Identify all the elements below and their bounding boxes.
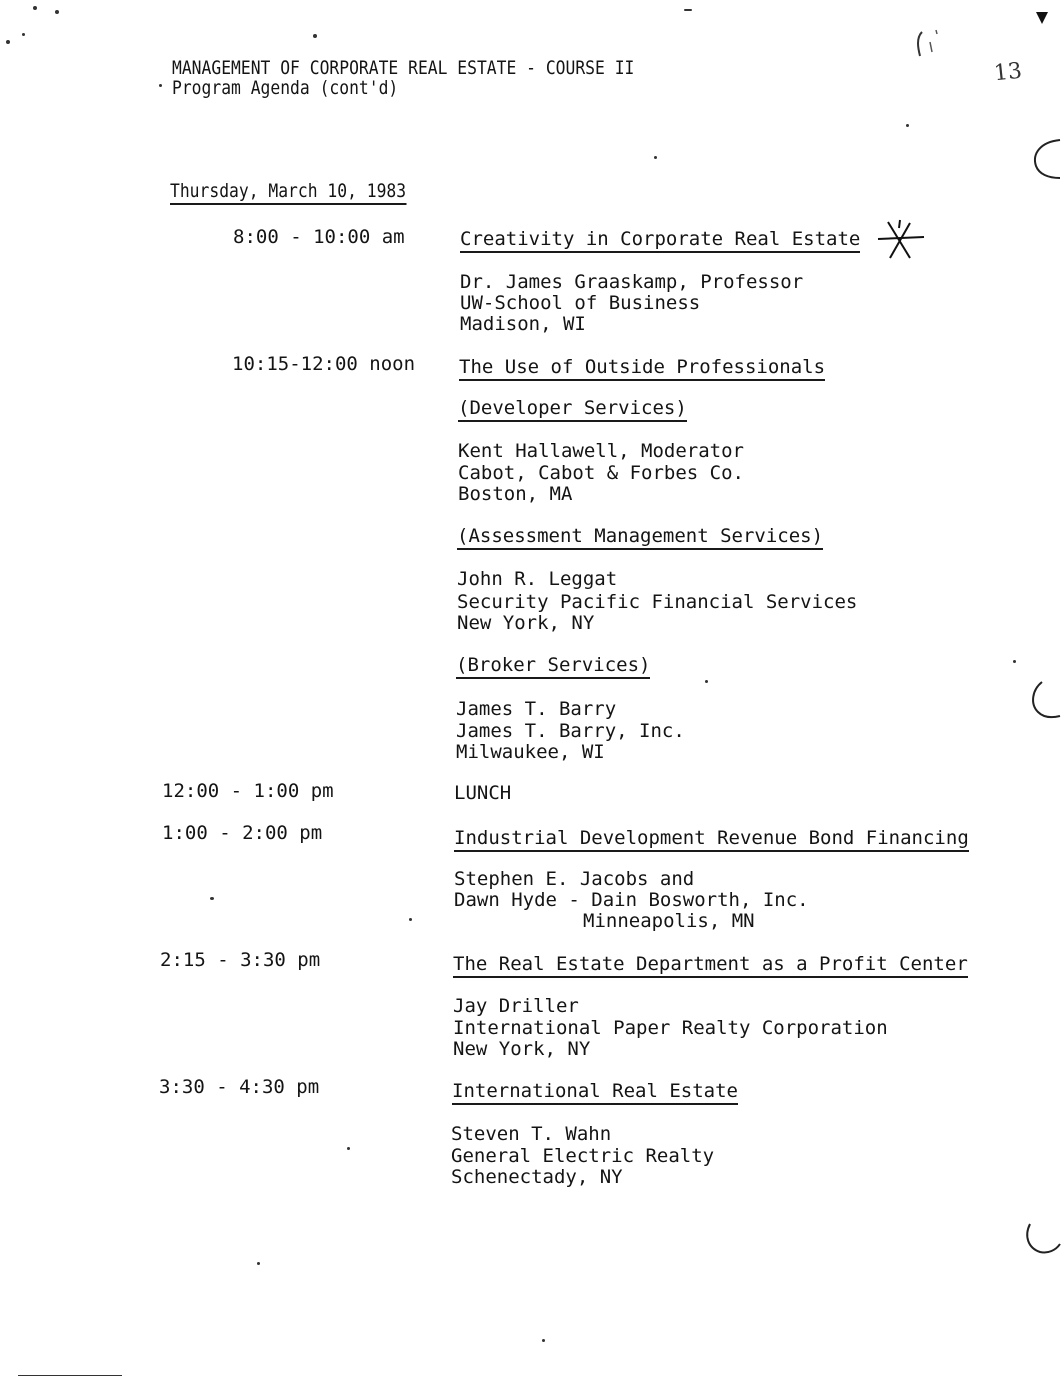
subsession-heading: (Developer Services) — [458, 398, 687, 422]
session-title: LUNCH — [454, 782, 512, 804]
session-title: Creativity in Corporate Real Estate — [460, 229, 860, 253]
speaker-line: James T. Barry — [456, 698, 617, 720]
speaker-line: UW-School of Business — [460, 292, 701, 314]
session-time: 10:15-12:00 noon — [232, 353, 416, 375]
speaker-line: Dawn Hyde - Dain Bosworth, Inc. — [454, 889, 809, 911]
speaker-line: New York, NY — [453, 1038, 591, 1060]
scan-speck — [257, 1262, 260, 1265]
session-time: 1:00 - 2:00 pm — [162, 822, 323, 844]
scan-speck — [22, 33, 25, 36]
scan-speck — [159, 84, 162, 87]
scan-speck — [6, 40, 10, 44]
scan-speck — [55, 10, 59, 14]
subsession-heading: (Assessment Management Services) — [457, 526, 823, 550]
bottom-rule — [18, 1375, 122, 1376]
speaker-line: Cabot, Cabot & Forbes Co. — [458, 462, 744, 484]
scan-speck — [705, 680, 708, 683]
document-subtitle: Program Agenda (cont'd) — [172, 77, 399, 99]
speaker-line: John R. Leggat — [457, 568, 618, 590]
speaker-line: Steven T. Wahn — [451, 1123, 612, 1145]
scan-speck — [1013, 660, 1016, 663]
session-time: 2:15 - 3:30 pm — [160, 949, 321, 971]
speaker-line: Boston, MA — [458, 483, 573, 505]
pen-scribble-icon — [908, 26, 948, 86]
scan-speck — [210, 897, 214, 900]
speaker-line: Schenectady, NY — [451, 1166, 623, 1188]
speaker-line: Madison, WI — [460, 313, 586, 335]
speaker-line: New York, NY — [457, 612, 595, 634]
speaker-line: Milwaukee, WI — [456, 741, 605, 763]
session-time: 8:00 - 10:00 am — [233, 226, 405, 248]
session-title: Industrial Development Revenue Bond Financing — [454, 828, 969, 852]
scan-speck — [409, 918, 412, 921]
session-time: 12:00 - 1:00 pm — [162, 780, 334, 802]
corner-mark-icon — [1034, 8, 1054, 28]
speaker-line: General Electric Realty — [451, 1145, 715, 1167]
asterisk-mark-icon — [874, 218, 926, 262]
scan-speck — [313, 34, 317, 38]
speaker-line: International Paper Realty Corporation — [453, 1017, 888, 1039]
scan-speck — [906, 124, 909, 127]
session-title: International Real Estate — [452, 1081, 738, 1105]
speaker-line: Minneapolis, MN — [583, 910, 755, 932]
scan-speck — [347, 1147, 350, 1150]
scan-speck — [33, 6, 37, 10]
page-number: 13 — [992, 58, 1024, 87]
binder-hole-icon — [1026, 678, 1061, 722]
speaker-line: Security Pacific Financial Services — [457, 591, 858, 613]
binder-hole-icon — [1030, 138, 1061, 182]
subsession-heading: (Broker Services) — [456, 655, 650, 679]
speaker-line: Kent Hallawell, Moderator — [458, 440, 744, 462]
document-title: MANAGEMENT OF CORPORATE REAL ESTATE - COURSE II — [172, 57, 635, 79]
day-heading: Thursday, March 10, 1983 — [170, 181, 406, 205]
binder-hole-icon — [1022, 1220, 1061, 1260]
scan-speck — [684, 9, 692, 11]
speaker-line: Stephen E. Jacobs and — [454, 868, 695, 890]
session-title: The Real Estate Department as a Profit Center — [453, 954, 968, 978]
scan-speck — [542, 1339, 545, 1342]
session-title: The Use of Outside Professionals — [459, 357, 825, 381]
session-time: 3:30 - 4:30 pm — [159, 1076, 320, 1098]
speaker-line: James T. Barry, Inc. — [456, 720, 685, 742]
speaker-line: Jay Driller — [453, 995, 579, 1017]
speaker-line: Dr. James Graaskamp, Professor — [460, 271, 804, 293]
scan-speck — [654, 156, 657, 159]
